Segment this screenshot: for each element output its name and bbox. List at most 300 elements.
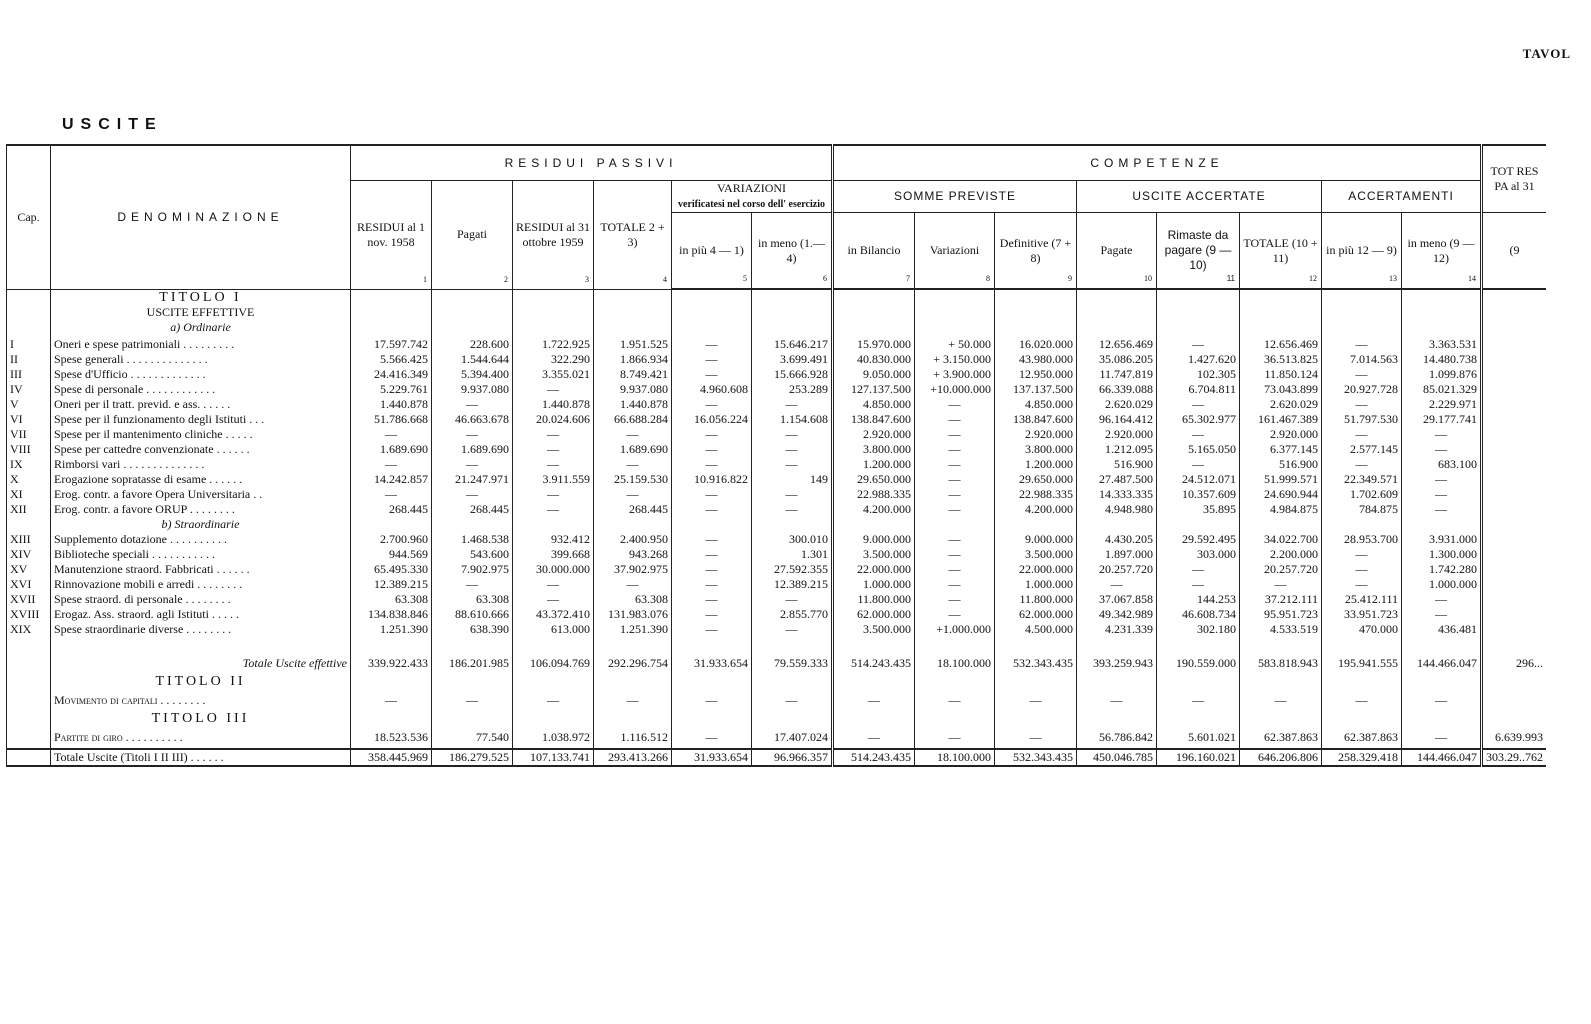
cell-col8: 18.100.000	[915, 652, 995, 674]
cell-col13: —	[1322, 457, 1402, 472]
cell-col5: —	[672, 487, 752, 502]
cell-col5: —	[672, 367, 752, 382]
cell-col15: 303.29..762	[1482, 749, 1547, 766]
cell-col7: 3.800.000	[833, 442, 915, 457]
cell-col12: 6.377.145	[1240, 442, 1322, 457]
cell-col11: 24.512.071	[1157, 472, 1240, 487]
cell-col8: —	[915, 726, 995, 749]
table-row	[7, 382, 1547, 397]
cell-col5: —	[672, 592, 752, 607]
cell-col14: —	[1402, 487, 1482, 502]
cell-col6: —	[752, 502, 833, 517]
titolo1-subtitle: USCITE EFFETTIVE	[51, 305, 351, 320]
row-label: Partite di giro . . . . . . . . . .	[51, 726, 351, 749]
cell-col11: 1.427.620	[1157, 352, 1240, 367]
cell-col5: —	[672, 622, 752, 637]
col9-header: Definitive (7 + 8) 9	[995, 213, 1077, 290]
cell-col2: 46.663.678	[432, 412, 513, 427]
cell-col7: 22.000.000	[833, 562, 915, 577]
cell-col11: 5.601.021	[1157, 726, 1240, 749]
cell-col5: —	[672, 577, 752, 592]
cell-col2: —	[432, 577, 513, 592]
cell-col12: —	[1240, 689, 1322, 711]
cell-col3: 322.290	[513, 352, 594, 367]
cap-number: V	[7, 397, 51, 412]
cell-col11: 65.302.977	[1157, 412, 1240, 427]
cell-col9: 4.850.000	[995, 397, 1077, 412]
cell-col4: 293.413.266	[594, 749, 672, 766]
cell-col15	[1482, 367, 1547, 382]
accertamenti-header: ACCERTAMENTI	[1322, 181, 1482, 213]
cell-col14: —	[1402, 726, 1482, 749]
cell-col9: 2.920.000	[995, 427, 1077, 442]
cell-col3: 107.133.741	[513, 749, 594, 766]
cell-col2: —	[432, 689, 513, 711]
cell-col1: —	[351, 487, 432, 502]
cell-col12: 95.951.723	[1240, 607, 1322, 622]
col7-header: in Bilancio 7	[833, 213, 915, 290]
somme-previste-header: SOMME PREVISTE	[833, 181, 1077, 213]
cell-col9: 12.950.000	[995, 367, 1077, 382]
cell-col3: 399.668	[513, 547, 594, 562]
cell-col9: 3.500.000	[995, 547, 1077, 562]
section-title: USCITE	[62, 116, 163, 133]
cell-col4: 1.116.512	[594, 726, 672, 749]
cell-col7: 22.988.335	[833, 487, 915, 502]
cell-col14: 1.300.000	[1402, 547, 1482, 562]
cell-col12: 516.900	[1240, 457, 1322, 472]
cell-col9: —	[995, 726, 1077, 749]
cell-col4: —	[594, 427, 672, 442]
cell-col2: 638.390	[432, 622, 513, 637]
cell-col1: 17.597.742	[351, 335, 432, 352]
cell-col5: —	[672, 442, 752, 457]
cell-col8: +10.000.000	[915, 382, 995, 397]
cell-col6: 15.666.928	[752, 367, 833, 382]
cell-col2: 186.201.985	[432, 652, 513, 674]
cell-col6: 2.855.770	[752, 607, 833, 622]
cell-col8: 18.100.000	[915, 749, 995, 766]
row-label: Spese straord. di personale . . . . . . . .	[51, 592, 351, 607]
cell-col13: 22.349.571	[1322, 472, 1402, 487]
cell-col3: —	[513, 577, 594, 592]
cap-number: XIV	[7, 547, 51, 562]
cell-col6: 253.289	[752, 382, 833, 397]
cell-col6: 12.389.215	[752, 577, 833, 592]
cell-col4: 1.689.690	[594, 442, 672, 457]
totals-rows	[7, 637, 1547, 766]
row-label: Oneri e spese patrimoniali . . . . . . . . .	[51, 335, 351, 352]
cell-col7: 1.000.000	[833, 577, 915, 592]
cell-col1: 2.700.960	[351, 532, 432, 547]
cell-col14: —	[1402, 472, 1482, 487]
cell-col3: —	[513, 689, 594, 711]
cell-col5: —	[672, 335, 752, 352]
cell-col11: 6.704.811	[1157, 382, 1240, 397]
cell-col13: 33.951.723	[1322, 607, 1402, 622]
cell-col12: 2.920.000	[1240, 427, 1322, 442]
cell-col15: 296...	[1482, 652, 1547, 674]
cell-col12: 2.200.000	[1240, 547, 1322, 562]
cell-col11: 35.895	[1157, 502, 1240, 517]
cell-col5: —	[672, 607, 752, 622]
table-row	[7, 607, 1547, 622]
cell-col2: —	[432, 427, 513, 442]
tot-residui-header: TOT RES PA al 31	[1482, 145, 1547, 213]
row-label: Totale Uscite (Titoli I II III) . . . . . .	[51, 749, 351, 766]
cell-col7: 9.000.000	[833, 532, 915, 547]
table-row	[7, 457, 1547, 472]
cell-col12: 62.387.863	[1240, 726, 1322, 749]
cell-col3: —	[513, 382, 594, 397]
cell-col14: 683.100	[1402, 457, 1482, 472]
cap-number: XI	[7, 487, 51, 502]
col2-header: Pagati 2	[432, 181, 513, 290]
cell-col8: —	[915, 472, 995, 487]
cell-col6: —	[752, 487, 833, 502]
cell-col2: 88.610.666	[432, 607, 513, 622]
cell-col8: —	[915, 502, 995, 517]
cell-col6: 15.646.217	[752, 335, 833, 352]
cap-number: VIII	[7, 442, 51, 457]
cell-col4: 66.688.284	[594, 412, 672, 427]
cell-col3: 3.911.559	[513, 472, 594, 487]
cell-col13: 1.702.609	[1322, 487, 1402, 502]
cell-col10: 27.487.500	[1077, 472, 1157, 487]
cell-col7: —	[833, 689, 915, 711]
cap-number: XV	[7, 562, 51, 577]
row-label: Manutenzione straord. Fabbricati . . . . . .	[51, 562, 351, 577]
cell-col7: 3.500.000	[833, 622, 915, 637]
row-label: Rinnovazione mobili e arredi . . . . . . . .	[51, 577, 351, 592]
competenze-header: COMPETENZE	[833, 145, 1482, 181]
cell-col14: 29.177.741	[1402, 412, 1482, 427]
tavola-label: TAVOL	[1522, 46, 1571, 61]
cell-col14: 1.099.876	[1402, 367, 1482, 382]
row-label: Spese per il funzionamento degli Istituti . . .	[51, 412, 351, 427]
col3-header: RESIDUI al 31 ottobre 1959 3	[513, 181, 594, 290]
cap-header: Cap.	[7, 145, 51, 289]
cell-col15	[1482, 382, 1547, 397]
cell-col14: 436.481	[1402, 622, 1482, 637]
cell-col3: 20.024.606	[513, 412, 594, 427]
row-label: Erog. contr. a favore ORUP . . . . . . . .	[51, 502, 351, 517]
cell-col4: 292.296.754	[594, 652, 672, 674]
cell-col13: 20.927.728	[1322, 382, 1402, 397]
cell-col9: 1.000.000	[995, 577, 1077, 592]
cell-col15: 6.639.993	[1482, 726, 1547, 749]
cell-col3: —	[513, 457, 594, 472]
row-label: Spese straordinarie diverse . . . . . . . .	[51, 622, 351, 637]
cell-col14: —	[1402, 689, 1482, 711]
cell-col12: 20.257.720	[1240, 562, 1322, 577]
cell-col4: 2.400.950	[594, 532, 672, 547]
cell-col2: 7.902.975	[432, 562, 513, 577]
cell-col9: 43.980.000	[995, 352, 1077, 367]
cell-col4: 1.440.878	[594, 397, 672, 412]
cell-col9: 22.000.000	[995, 562, 1077, 577]
cell-col10: —	[1077, 689, 1157, 711]
cell-col12: 24.690.944	[1240, 487, 1322, 502]
row-label: Spese di personale . . . . . . . . . . . .	[51, 382, 351, 397]
cell-col12: 161.467.389	[1240, 412, 1322, 427]
cell-col13: —	[1322, 577, 1402, 592]
cell-col14: 1.742.280	[1402, 562, 1482, 577]
cell-col3: —	[513, 442, 594, 457]
cell-col8: + 50.000	[915, 335, 995, 352]
cell-col10: 1.897.000	[1077, 547, 1157, 562]
cell-col14: 3.363.531	[1402, 335, 1482, 352]
row-label: Spese generali . . . . . . . . . . . . . .	[51, 352, 351, 367]
cell-col1: 5.566.425	[351, 352, 432, 367]
cell-col6: —	[752, 427, 833, 442]
cell-col9: 137.137.500	[995, 382, 1077, 397]
cell-col11: 5.165.050	[1157, 442, 1240, 457]
titolo3-row	[7, 711, 1547, 726]
cell-col9: 4.500.000	[995, 622, 1077, 637]
cell-col13: —	[1322, 367, 1402, 382]
cell-col4: —	[594, 457, 672, 472]
cap-number: III	[7, 367, 51, 382]
titolo-title: TITOLO III	[51, 711, 351, 726]
cell-col8: —	[915, 577, 995, 592]
cell-col10: 11.747.819	[1077, 367, 1157, 382]
cell-col3: 1.038.972	[513, 726, 594, 749]
straordinarie-label: b) Straordinarie	[51, 517, 351, 532]
cell-col1: 1.440.878	[351, 397, 432, 412]
cell-col6: 1.301	[752, 547, 833, 562]
cell-col12: 4.533.519	[1240, 622, 1322, 637]
cell-col15	[1482, 577, 1547, 592]
cell-col3: 30.000.000	[513, 562, 594, 577]
cell-col11: —	[1157, 562, 1240, 577]
cell-col12: 583.818.943	[1240, 652, 1322, 674]
cell-col14: —	[1402, 607, 1482, 622]
cap-number: IX	[7, 457, 51, 472]
cell-col1: 358.445.969	[351, 749, 432, 766]
expenditure-table	[6, 144, 1546, 767]
cell-col15	[1482, 442, 1547, 457]
cell-col8: —	[915, 547, 995, 562]
cell-col5: —	[672, 427, 752, 442]
cell-col5: —	[672, 352, 752, 367]
cap-number: XVIII	[7, 607, 51, 622]
cell-col11: 102.305	[1157, 367, 1240, 382]
row-label: Spese per cattedre convenzionate . . . . . .	[51, 442, 351, 457]
cell-col4: —	[594, 487, 672, 502]
ordinarie-rows	[7, 335, 1547, 517]
cell-col11: 10.357.609	[1157, 487, 1240, 502]
table-row	[7, 335, 1547, 352]
cell-col6: —	[752, 689, 833, 711]
cell-col1: 339.922.433	[351, 652, 432, 674]
cell-col1: 18.523.536	[351, 726, 432, 749]
cell-col11: —	[1157, 457, 1240, 472]
titolo-title: TITOLO II	[51, 674, 351, 689]
cell-col15	[1482, 592, 1547, 607]
col5-header: in più 4 — 1) 5	[672, 213, 752, 290]
col14-header: in meno (9 — 12) 14	[1402, 213, 1482, 290]
row-label: Spese per il mantenimento cliniche . . . . .	[51, 427, 351, 442]
cell-col10: 1.212.095	[1077, 442, 1157, 457]
cap-number	[7, 652, 51, 674]
cell-col1: 51.786.668	[351, 412, 432, 427]
cell-col10: 4.231.339	[1077, 622, 1157, 637]
row-label: Erog. contr. a favore Opera Universitaria . .	[51, 487, 351, 502]
cell-col10: 49.342.989	[1077, 607, 1157, 622]
cell-col13: 7.014.563	[1322, 352, 1402, 367]
cell-col5: 31.933.654	[672, 652, 752, 674]
cell-col1: —	[351, 689, 432, 711]
cell-col10: 14.333.335	[1077, 487, 1157, 502]
cell-col2: 63.308	[432, 592, 513, 607]
cell-col15	[1482, 472, 1547, 487]
cell-col1: 63.308	[351, 592, 432, 607]
table-row	[7, 472, 1547, 487]
cell-col7: 15.970.000	[833, 335, 915, 352]
cell-col3: —	[513, 487, 594, 502]
cell-col8: + 3.150.000	[915, 352, 995, 367]
cell-col3: 1.440.878	[513, 397, 594, 412]
row-label: Erogazione sopratasse di esame . . . . . .	[51, 472, 351, 487]
cell-col10: 516.900	[1077, 457, 1157, 472]
cell-col6: 3.699.491	[752, 352, 833, 367]
cell-col4: 63.308	[594, 592, 672, 607]
cell-col1: 24.416.349	[351, 367, 432, 382]
cell-col5: —	[672, 532, 752, 547]
table-row	[7, 622, 1547, 637]
cell-col9: 1.200.000	[995, 457, 1077, 472]
residui-passivi-header: RESIDUI PASSIVI	[351, 145, 833, 181]
cell-col3: —	[513, 502, 594, 517]
cell-col9: 3.800.000	[995, 442, 1077, 457]
cell-col2: 1.689.690	[432, 442, 513, 457]
cell-col8: —	[915, 689, 995, 711]
cell-col9: 138.847.600	[995, 412, 1077, 427]
cap-number: I	[7, 335, 51, 352]
cell-col6: 149	[752, 472, 833, 487]
cell-col14: 14.480.738	[1402, 352, 1482, 367]
cell-col2: 268.445	[432, 502, 513, 517]
cell-col10: 20.257.720	[1077, 562, 1157, 577]
cell-col6: —	[752, 397, 833, 412]
cell-col2: 543.600	[432, 547, 513, 562]
cell-col13: 784.875	[1322, 502, 1402, 517]
cell-col4: 9.937.080	[594, 382, 672, 397]
cap-number	[7, 689, 51, 711]
cell-col11: 29.592.495	[1157, 532, 1240, 547]
straordinarie-rows	[7, 532, 1547, 637]
col12-header: TOTALE (10 + 11) 12	[1240, 213, 1322, 290]
cell-col11: —	[1157, 689, 1240, 711]
cell-col13: —	[1322, 689, 1402, 711]
cell-col2: 9.937.080	[432, 382, 513, 397]
cell-col3: 613.000	[513, 622, 594, 637]
cell-col12: 646.206.806	[1240, 749, 1322, 766]
cell-col9: 532.343.435	[995, 652, 1077, 674]
cell-col11: 196.160.021	[1157, 749, 1240, 766]
cell-col12: 37.212.111	[1240, 592, 1322, 607]
cell-col11: 303.000	[1157, 547, 1240, 562]
cell-col4: 1.251.390	[594, 622, 672, 637]
cell-col4: 1.866.934	[594, 352, 672, 367]
cap-number	[7, 749, 51, 766]
cell-col2: —	[432, 457, 513, 472]
cell-col9: 22.988.335	[995, 487, 1077, 502]
cell-col8: —	[915, 607, 995, 622]
cell-col4: 268.445	[594, 502, 672, 517]
cell-col9: 532.343.435	[995, 749, 1077, 766]
cell-col7: 9.050.000	[833, 367, 915, 382]
cap-number: XVII	[7, 592, 51, 607]
cell-col15	[1482, 397, 1547, 412]
cell-col4: 37.902.975	[594, 562, 672, 577]
cell-col15	[1482, 457, 1547, 472]
cap-number	[7, 726, 51, 749]
table-row	[7, 442, 1547, 457]
table-row	[7, 367, 1547, 382]
cell-col7: 1.200.000	[833, 457, 915, 472]
cell-col9: 62.000.000	[995, 607, 1077, 622]
cell-col1: 12.389.215	[351, 577, 432, 592]
cell-col6: 27.592.355	[752, 562, 833, 577]
cell-col15	[1482, 562, 1547, 577]
cell-col7: 40.830.000	[833, 352, 915, 367]
table-row	[7, 427, 1547, 442]
cell-col2: —	[432, 487, 513, 502]
table-row	[7, 487, 1547, 502]
col11-header: Rimaste da pagare (9 — 10) 11	[1157, 213, 1240, 290]
cell-col7: 4.850.000	[833, 397, 915, 412]
cell-col3: 43.372.410	[513, 607, 594, 622]
cell-col8: —	[915, 532, 995, 547]
col8-header: Variazioni 8	[915, 213, 995, 290]
cell-col13: 2.577.145	[1322, 442, 1402, 457]
cap-number: X	[7, 472, 51, 487]
ordinarie-label: a) Ordinarie	[51, 320, 351, 335]
cell-col13: —	[1322, 547, 1402, 562]
cell-col1: 14.242.857	[351, 472, 432, 487]
cell-col10: 4.430.205	[1077, 532, 1157, 547]
cell-col14: 144.466.047	[1402, 652, 1482, 674]
cell-col7: 4.200.000	[833, 502, 915, 517]
totale-effettive-row	[7, 652, 1547, 674]
cell-col14: —	[1402, 427, 1482, 442]
cell-col4: —	[594, 689, 672, 711]
cell-col2: —	[432, 397, 513, 412]
cell-col2: 186.279.525	[432, 749, 513, 766]
cell-col3: —	[513, 427, 594, 442]
cell-col6: —	[752, 442, 833, 457]
cell-col11: —	[1157, 427, 1240, 442]
cell-col13: 195.941.555	[1322, 652, 1402, 674]
cell-col2: 1.544.644	[432, 352, 513, 367]
denominazione-header: DENOMINAZIONE	[51, 145, 351, 289]
cell-col1: 1.251.390	[351, 622, 432, 637]
cell-col14: —	[1402, 502, 1482, 517]
cell-col7: 29.650.000	[833, 472, 915, 487]
cell-col12: 36.513.825	[1240, 352, 1322, 367]
cell-col13: 470.000	[1322, 622, 1402, 637]
cell-col10: 12.656.469	[1077, 335, 1157, 352]
cell-col14: —	[1402, 592, 1482, 607]
cell-col14: 85.021.329	[1402, 382, 1482, 397]
titolo1-title: TITOLO I	[51, 289, 351, 305]
cell-col11: 302.180	[1157, 622, 1240, 637]
totale-generale-row	[7, 749, 1547, 766]
cell-col10: 4.948.980	[1077, 502, 1157, 517]
col13-header: in più 12 — 9) 13	[1322, 213, 1402, 290]
